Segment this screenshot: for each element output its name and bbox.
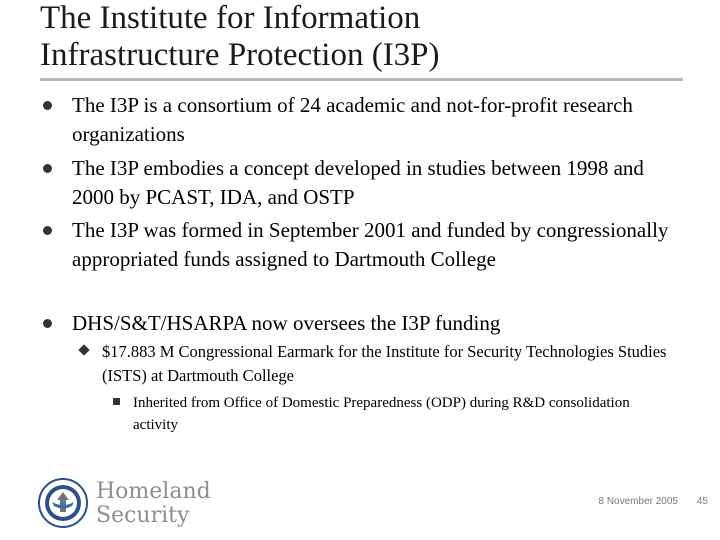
page-number: 45 [696,496,708,507]
title-line-1: The Institute for Information [40,0,421,36]
sub-sub-bullet-text: Inherited from Office of Domestic Preparedness (ODP) during R&D consolidation activity [133,395,630,433]
bullet-text: The I3P was formed in September 2001 and funded by congressionally appropriated funds assigned to Dartmouth College [72,218,669,271]
dhs-seal-icon [38,478,88,528]
title-line-2: Infrastructure Protection (I3P) [40,37,440,73]
bullet-dot-icon [43,226,52,235]
sub-sub-bullet-item [133,392,653,436]
logo-wordmark [96,480,211,528]
bullet-item [72,154,672,212]
footer-date: 8 November 2005 [598,496,678,507]
logo-line-2: Security [96,503,190,528]
bullet-text: The I3P is a consortium of 24 academic and not-for-profit research organizations [72,93,633,146]
bullet-dot-icon [43,319,52,328]
square-bullet-icon [113,398,120,405]
bullet-text: DHS/S&T/HSARPA now oversees the I3P funding [72,311,501,335]
title-divider [40,78,683,81]
homeland-security-logo [38,478,218,530]
sub-bullet-item [102,340,672,388]
bullet-item [72,309,672,338]
bullet-item [72,216,672,274]
logo-line-1: Homeland [96,479,211,504]
bullet-dot-icon [43,101,52,110]
diamond-bullet-icon [78,344,89,355]
sub-bullet-text: $17.883 M Congressional Earmark for the Institute for Security Technologies Studies (ISTS) at Dartmouth College [102,342,667,385]
bullet-item [72,91,672,149]
slide-title [40,0,680,74]
bullet-text: The I3P embodies a concept developed in studies between 1998 and 2000 by PCAST, IDA, and OSTP [72,156,644,209]
bullet-dot-icon [43,164,52,173]
